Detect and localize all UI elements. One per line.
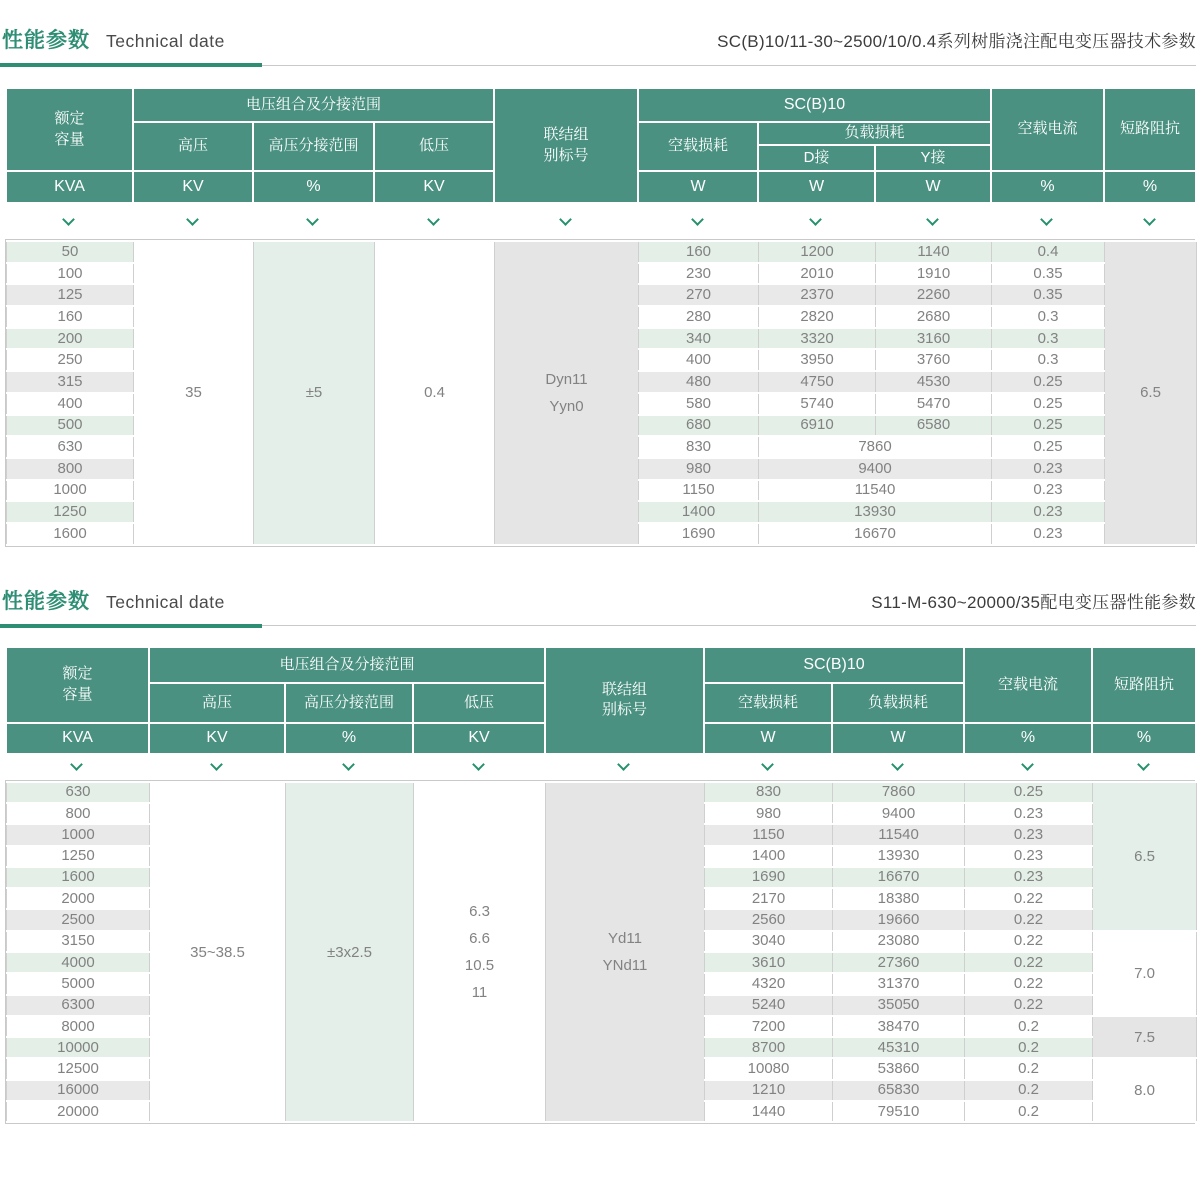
cell-lv-merged: 6.3 6.6 10.5 11: [414, 782, 546, 1123]
cell-impedance-merged: 7.5: [1093, 1016, 1197, 1059]
section-title-en: Technical date: [106, 591, 225, 612]
cell-noload-loss: 3610: [705, 952, 833, 973]
cell-capacity: 1250: [7, 501, 134, 523]
filter-chevron-row: [5, 755, 1200, 780]
cell-load-loss: 23080: [833, 931, 965, 952]
cell-capacity: 630: [7, 782, 150, 803]
cell-noload-loss: 340: [639, 328, 759, 350]
chevron-down-icon: [926, 213, 939, 226]
header-tap: 高压分接范围: [253, 122, 374, 171]
cell-capacity: 3150: [7, 931, 150, 952]
cell-capacity: 500: [7, 415, 134, 437]
cell-load-loss-y: 5470: [876, 393, 992, 415]
unit-current: %: [991, 171, 1104, 203]
unit-impedance: %: [1104, 171, 1196, 203]
cell-noload-loss: 400: [639, 349, 759, 371]
cell-load-loss-d: 4750: [759, 371, 876, 393]
cell-capacity: 400: [7, 393, 134, 415]
cell-load-loss: 13930: [759, 501, 992, 523]
cell-load-loss: 38470: [833, 1016, 965, 1037]
chevron-down-icon: [210, 758, 223, 771]
cell-noload-current: 0.23: [965, 824, 1093, 845]
cell-noload-current: 0.35: [992, 263, 1105, 285]
chevron-down-icon: [559, 213, 572, 226]
section-2: [0, 585, 1200, 1125]
cell-load-loss: 9400: [833, 803, 965, 824]
cell-load-loss: 7860: [759, 436, 992, 458]
chevron-down-icon: [70, 758, 83, 771]
cell-capacity: 1250: [7, 846, 150, 867]
header-hv: 高压: [149, 683, 285, 723]
cell-noload-current: 0.23: [965, 846, 1093, 867]
cell-load-loss: 16670: [759, 523, 992, 545]
chevron-down-icon: [809, 213, 822, 226]
cell-noload-current: 0.4: [992, 241, 1105, 263]
cell-noload-current: 0.2: [965, 1037, 1093, 1058]
cell-noload-current: 0.23: [965, 867, 1093, 888]
cell-noload-current: 0.23: [992, 523, 1105, 545]
cell-load-loss: 19660: [833, 909, 965, 930]
header-voltage-group: 电压组合及分接范围: [133, 88, 494, 122]
cell-impedance-merged: 7.0: [1093, 931, 1197, 1016]
cell-capacity: 1000: [7, 824, 150, 845]
chevron-down-icon: [1137, 758, 1150, 771]
header-noload-current: 空载电流: [964, 647, 1092, 723]
cell-noload-loss: 1150: [705, 824, 833, 845]
header-hv: 高压: [133, 122, 253, 171]
cell-noload-current: 0.2: [965, 1016, 1093, 1037]
cell-capacity: 2500: [7, 909, 150, 930]
cell-vector-merged: Dyn11 Yyn0: [495, 241, 639, 545]
cell-load-loss: 11540: [833, 824, 965, 845]
cell-capacity: 5000: [7, 973, 150, 994]
header-lv: 低压: [413, 683, 545, 723]
cell-load-loss: 53860: [833, 1058, 965, 1079]
cell-load-loss-d: 5740: [759, 393, 876, 415]
header-noload-current: 空载电流: [991, 88, 1104, 171]
spec-table-1-head: [5, 87, 1197, 204]
unit-d: W: [758, 171, 875, 203]
cell-noload-current: 0.25: [992, 393, 1105, 415]
cell-noload-loss: 1210: [705, 1080, 833, 1101]
cell-noload-loss: 830: [639, 436, 759, 458]
cell-load-loss: 11540: [759, 480, 992, 502]
cell-capacity: 12500: [7, 1058, 150, 1079]
chevron-down-icon: [472, 758, 485, 771]
cell-noload-loss: 680: [639, 415, 759, 437]
cell-noload-loss: 280: [639, 306, 759, 328]
cell-noload-loss: 1440: [705, 1101, 833, 1122]
cell-noload-current: 0.22: [965, 952, 1093, 973]
section-title-cn: 性能参数: [2, 29, 90, 52]
cell-load-loss: 35050: [833, 995, 965, 1016]
header-noload-loss: 空载损耗: [638, 122, 758, 171]
unit-lv: KV: [374, 171, 494, 203]
section-subtitle: S11-M-630~20000/35配电变压器性能参数: [871, 592, 1196, 612]
cell-impedance-merged: 8.0: [1093, 1058, 1197, 1122]
unit-impedance: %: [1092, 723, 1196, 754]
header-capacity: 额定 容量: [6, 88, 133, 171]
cell-impedance-merged: 6.5: [1093, 782, 1197, 931]
cell-lv-merged: 0.4: [375, 241, 495, 545]
cell-load-loss-d: 1200: [759, 241, 876, 263]
cell-capacity: 250: [7, 349, 134, 371]
cell-noload-loss: 830: [705, 782, 833, 803]
chevron-down-icon: [186, 213, 199, 226]
cell-load-loss-y: 1140: [876, 241, 992, 263]
cell-capacity: 125: [7, 284, 134, 306]
cell-load-loss-d: 2010: [759, 263, 876, 285]
cell-load-loss: 65830: [833, 1080, 965, 1101]
cell-load-loss: 9400: [759, 458, 992, 480]
cell-noload-loss: 3040: [705, 931, 833, 952]
header-y-connect: Y接: [875, 145, 991, 171]
cell-noload-loss: 480: [639, 371, 759, 393]
cell-capacity: 315: [7, 371, 134, 393]
cell-noload-current: 0.22: [965, 888, 1093, 909]
cell-noload-loss: 980: [705, 803, 833, 824]
cell-noload-loss: 270: [639, 284, 759, 306]
cell-load-loss-y: 6580: [876, 415, 992, 437]
cell-noload-loss: 2170: [705, 888, 833, 909]
cell-load-loss-y: 1910: [876, 263, 992, 285]
cell-noload-current: 0.25: [992, 436, 1105, 458]
unit-kva: KVA: [6, 171, 133, 203]
cell-noload-loss: 1400: [705, 846, 833, 867]
header-series: SC(B)10: [704, 647, 964, 683]
header-vector: 联结组 别标号: [494, 88, 638, 203]
cell-noload-loss: 4320: [705, 973, 833, 994]
spec-table-2-head: [5, 646, 1197, 755]
cell-load-loss-d: 3950: [759, 349, 876, 371]
cell-capacity: 1600: [7, 523, 134, 545]
header-d-connect: D接: [758, 145, 875, 171]
cell-noload-current: 0.22: [965, 995, 1093, 1016]
header-load-loss: 负载损耗: [758, 122, 991, 145]
spec-table-1: [6, 240, 1197, 546]
cell-noload-loss: 160: [639, 241, 759, 263]
cell-vector-merged: Yd11 YNd11: [546, 782, 705, 1123]
cell-noload-loss: 1690: [639, 523, 759, 545]
cell-capacity: 800: [7, 803, 150, 824]
cell-capacity: 6300: [7, 995, 150, 1016]
cell-noload-loss: 230: [639, 263, 759, 285]
header-lv: 低压: [374, 122, 494, 171]
cell-noload-current: 0.3: [992, 328, 1105, 350]
header-vector: 联结组 别标号: [545, 647, 704, 754]
cell-noload-loss: 7200: [705, 1016, 833, 1037]
cell-load-loss: 13930: [833, 846, 965, 867]
filter-chevron-row: [5, 204, 1200, 239]
cell-noload-loss: 8700: [705, 1037, 833, 1058]
cell-noload-current: 0.3: [992, 306, 1105, 328]
cell-noload-current: 0.23: [992, 501, 1105, 523]
cell-load-loss-y: 3760: [876, 349, 992, 371]
chevron-down-icon: [1040, 213, 1053, 226]
unit-noload-loss: W: [704, 723, 832, 754]
cell-capacity: 16000: [7, 1080, 150, 1101]
cell-noload-current: 0.2: [965, 1080, 1093, 1101]
cell-noload-loss: 2560: [705, 909, 833, 930]
chevron-down-icon: [427, 213, 440, 226]
cell-load-loss-d: 3320: [759, 328, 876, 350]
header-load-loss: 负载损耗: [832, 683, 964, 723]
section-title-en: Technical date: [106, 31, 225, 51]
cell-load-loss-y: 4530: [876, 371, 992, 393]
cell-noload-loss: 1690: [705, 867, 833, 888]
unit-current: %: [964, 723, 1092, 754]
unit-noload-loss: W: [638, 171, 758, 203]
unit-hv: KV: [149, 723, 285, 754]
section-1: [0, 24, 1200, 547]
unit-kva: KVA: [6, 723, 149, 754]
unit-tap: %: [285, 723, 413, 754]
table-row: [7, 782, 1197, 803]
spec-table-2: [6, 781, 1197, 1124]
cell-noload-current: 0.23: [992, 480, 1105, 502]
cell-capacity: 800: [7, 458, 134, 480]
unit-tap: %: [253, 171, 374, 203]
cell-capacity: 160: [7, 306, 134, 328]
cell-capacity: 2000: [7, 888, 150, 909]
chevron-down-icon: [1143, 213, 1156, 226]
cell-capacity: 630: [7, 436, 134, 458]
chevron-down-icon: [342, 758, 355, 771]
chevron-down-icon: [306, 213, 319, 226]
chevron-down-icon: [617, 758, 630, 771]
header-series: SC(B)10: [638, 88, 991, 122]
cell-noload-current: 0.2: [965, 1101, 1093, 1122]
chevron-down-icon: [891, 758, 904, 771]
cell-load-loss: 18380: [833, 888, 965, 909]
section-title-cn: 性能参数: [2, 589, 90, 613]
cell-load-loss-d: 6910: [759, 415, 876, 437]
cell-capacity: 50: [7, 241, 134, 263]
cell-capacity: 200: [7, 328, 134, 350]
cell-load-loss: 45310: [833, 1037, 965, 1058]
cell-load-loss-d: 2370: [759, 284, 876, 306]
section-2-header: [0, 585, 1200, 615]
underline-accent: [0, 624, 262, 628]
cell-capacity: 100: [7, 263, 134, 285]
chevron-down-icon: [62, 213, 75, 226]
cell-noload-current: 0.35: [992, 284, 1105, 306]
cell-noload-current: 0.25: [992, 371, 1105, 393]
cell-noload-loss: 1150: [639, 480, 759, 502]
cell-noload-loss: 980: [639, 458, 759, 480]
title-underline: [0, 63, 1196, 67]
unit-y: W: [875, 171, 991, 203]
cell-capacity: 20000: [7, 1101, 150, 1122]
cell-load-loss-y: 2680: [876, 306, 992, 328]
underline-accent: [0, 63, 262, 67]
cell-load-loss: 31370: [833, 973, 965, 994]
cell-noload-current: 0.22: [965, 973, 1093, 994]
cell-capacity: 1000: [7, 480, 134, 502]
chevron-down-icon: [1021, 758, 1034, 771]
cell-noload-loss: 580: [639, 393, 759, 415]
cell-tap-merged: ±5: [254, 241, 375, 545]
cell-capacity: 8000: [7, 1016, 150, 1037]
unit-load-loss: W: [832, 723, 964, 754]
cell-noload-current: 0.3: [992, 349, 1105, 371]
spec-table-2-body-frame: [5, 780, 1195, 1125]
cell-noload-current: 0.23: [992, 458, 1105, 480]
cell-load-loss: 27360: [833, 952, 965, 973]
cell-noload-loss: 1400: [639, 501, 759, 523]
cell-noload-current: 0.22: [965, 931, 1093, 952]
cell-noload-loss: 5240: [705, 995, 833, 1016]
cell-capacity: 1600: [7, 867, 150, 888]
cell-noload-current: 0.23: [965, 803, 1093, 824]
title-underline: [0, 624, 1196, 628]
cell-load-loss-y: 3160: [876, 328, 992, 350]
cell-noload-current: 0.22: [965, 909, 1093, 930]
cell-impedance-merged: 6.5: [1105, 241, 1197, 545]
header-tap: 高压分接范围: [285, 683, 413, 723]
cell-noload-current: 0.25: [965, 782, 1093, 803]
cell-load-loss-d: 2820: [759, 306, 876, 328]
table-row: [7, 241, 1197, 263]
cell-hv-merged: 35: [134, 241, 254, 545]
section-1-header: [0, 24, 1200, 54]
unit-hv: KV: [133, 171, 253, 203]
header-noload-loss: 空载损耗: [704, 683, 832, 723]
cell-capacity: 10000: [7, 1037, 150, 1058]
cell-noload-current: 0.2: [965, 1058, 1093, 1079]
cell-hv-merged: 35~38.5: [150, 782, 286, 1123]
header-voltage-group: 电压组合及分接范围: [149, 647, 545, 683]
unit-lv: KV: [413, 723, 545, 754]
spec-table-1-body-frame: [5, 239, 1195, 547]
cell-load-loss: 16670: [833, 867, 965, 888]
cell-noload-loss: 10080: [705, 1058, 833, 1079]
header-impedance: 短路阻抗: [1092, 647, 1196, 723]
section-subtitle: SC(B)10/11-30~2500/10/0.4系列树脂浇注配电变压器技术参数: [717, 32, 1196, 51]
header-capacity: 额定 容量: [6, 647, 149, 723]
cell-load-loss: 79510: [833, 1101, 965, 1122]
chevron-down-icon: [761, 758, 774, 771]
cell-capacity: 4000: [7, 952, 150, 973]
cell-load-loss-y: 2260: [876, 284, 992, 306]
cell-tap-merged: ±3x2.5: [286, 782, 414, 1123]
chevron-down-icon: [691, 213, 704, 226]
cell-noload-current: 0.25: [992, 415, 1105, 437]
header-impedance: 短路阻抗: [1104, 88, 1196, 171]
cell-load-loss: 7860: [833, 782, 965, 803]
